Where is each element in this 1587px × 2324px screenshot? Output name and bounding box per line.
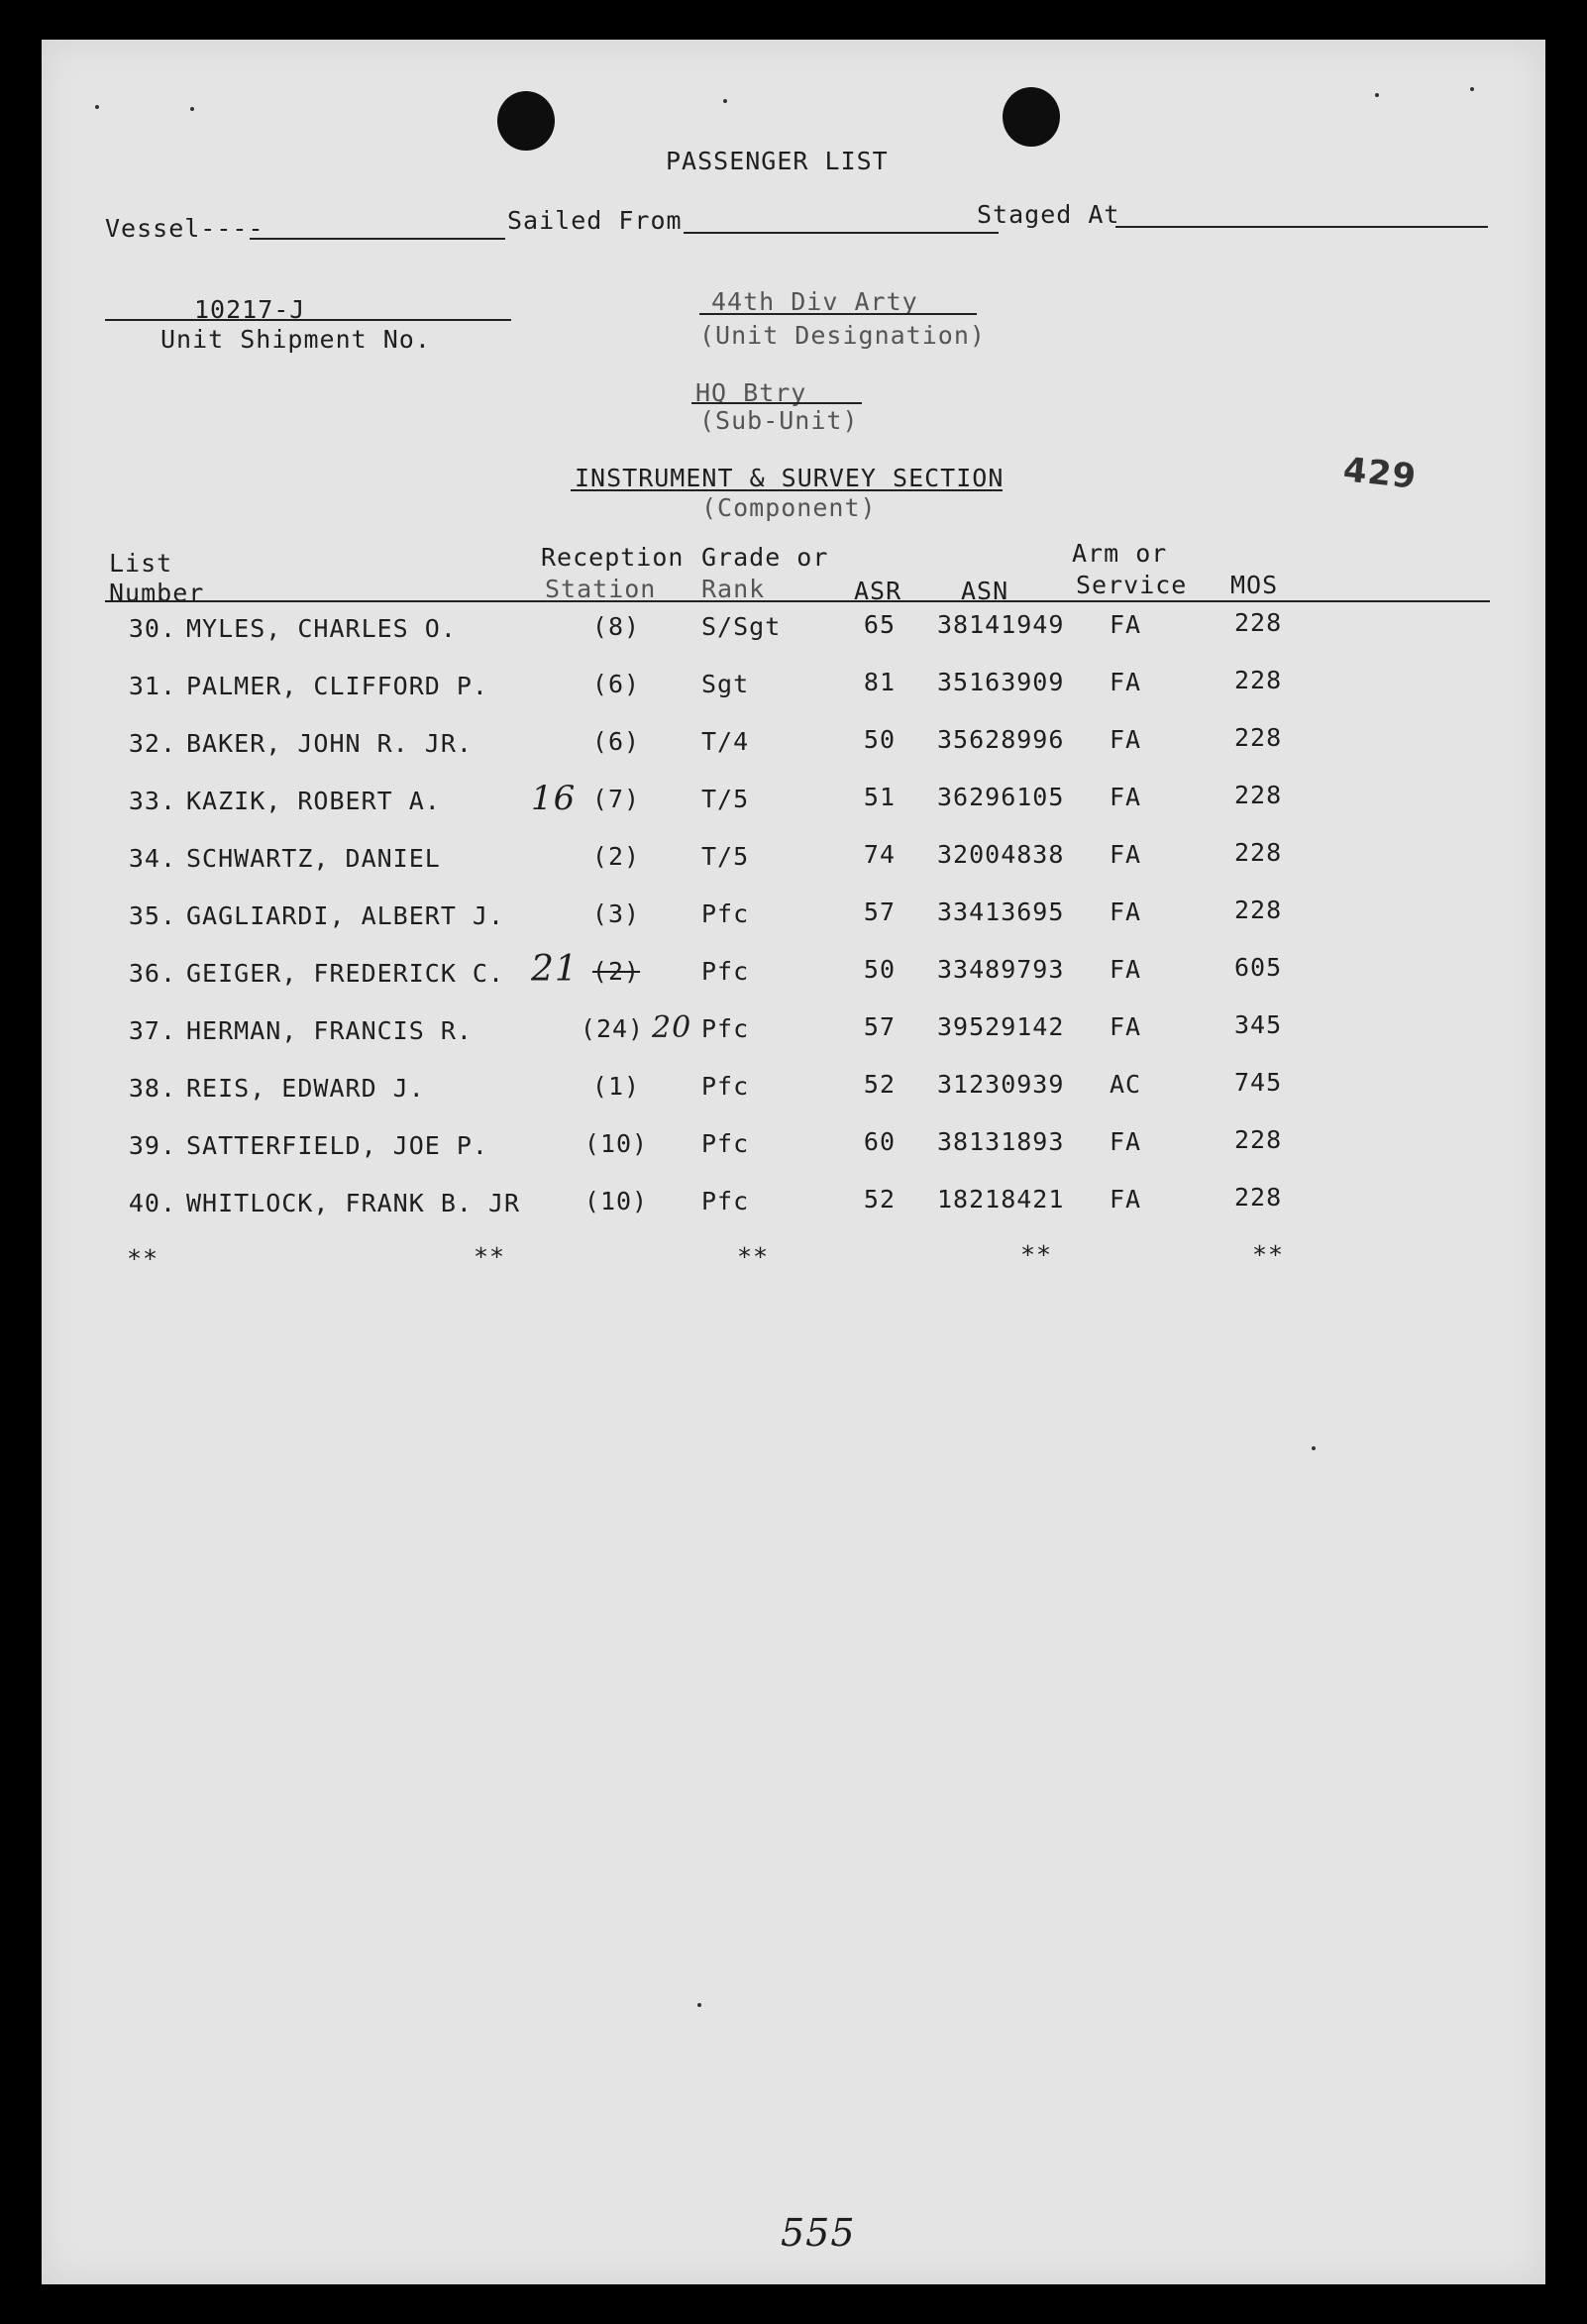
- row-name: SCHWARTZ, DANIEL: [186, 844, 441, 873]
- row-name: MYLES, CHARLES O.: [186, 614, 457, 643]
- row-grade: Pfc: [701, 1014, 750, 1043]
- row-asr: 81: [863, 668, 896, 696]
- component-name: INSTRUMENT & SURVEY SECTION: [575, 464, 1005, 492]
- row-arm: FA: [1110, 1127, 1142, 1156]
- sailed-from-label: Sailed From: [507, 206, 683, 235]
- end-mark: **: [1020, 1240, 1053, 1269]
- speck: [1470, 87, 1474, 91]
- row-asr: 65: [863, 610, 896, 639]
- row-name: REIS, EDWARD J.: [186, 1074, 425, 1103]
- component-underline: [571, 489, 1003, 491]
- row-grade: T/5: [701, 842, 750, 871]
- row-grade: T/5: [701, 785, 750, 813]
- end-mark: **: [1252, 1240, 1285, 1269]
- row-station: (10): [583, 1187, 649, 1215]
- row-asn: 33413695: [937, 898, 1065, 926]
- row-name: SATTERFIELD, JOE P.: [186, 1131, 488, 1160]
- row-number: 36.: [128, 959, 176, 988]
- staged-at-underline: [1115, 226, 1488, 228]
- row-name: KAZIK, ROBERT A.: [186, 787, 441, 815]
- row-mos: 345: [1234, 1010, 1283, 1039]
- row-handwritten-note: 20: [652, 1010, 692, 1045]
- row-arm: FA: [1110, 840, 1142, 869]
- row-station: (1): [591, 1072, 641, 1101]
- row-number: 40.: [128, 1189, 176, 1217]
- end-mark: **: [127, 1244, 159, 1273]
- row-arm: FA: [1110, 1012, 1142, 1041]
- end-mark: **: [737, 1242, 770, 1271]
- unit-designation-label: (Unit Designation): [699, 321, 986, 350]
- row-arm: FA: [1110, 1185, 1142, 1214]
- header-mos: MOS: [1230, 571, 1279, 599]
- row-name: BAKER, JOHN R. JR.: [186, 729, 473, 758]
- header-number: Number: [109, 579, 205, 607]
- row-station: (7): [591, 785, 641, 813]
- row-station: (2): [591, 957, 641, 986]
- row-mos: 228: [1234, 1183, 1283, 1212]
- header-rank: Rank: [701, 575, 766, 603]
- row-mos: 228: [1234, 838, 1283, 867]
- unit-shipment-underline: [105, 319, 511, 321]
- row-grade: Pfc: [701, 957, 750, 986]
- row-asn: 32004838: [937, 840, 1065, 869]
- row-asn: 35163909: [937, 668, 1065, 696]
- sub-unit: HQ Btry: [695, 378, 807, 407]
- row-asn: 18218421: [937, 1185, 1065, 1214]
- row-arm: FA: [1110, 725, 1142, 754]
- row-grade: Pfc: [701, 1187, 750, 1215]
- row-mos: 228: [1234, 666, 1283, 694]
- unit-designation: 44th Div Arty: [711, 287, 918, 316]
- row-arm: AC: [1110, 1070, 1142, 1099]
- row-grade: T/4: [701, 727, 750, 756]
- row-name: PALMER, CLIFFORD P.: [186, 672, 488, 700]
- row-asn: 35628996: [937, 725, 1065, 754]
- row-mos: 745: [1234, 1068, 1283, 1097]
- speck: [697, 2003, 701, 2007]
- row-mos: 228: [1234, 1125, 1283, 1154]
- row-arm: FA: [1110, 955, 1142, 984]
- row-arm: FA: [1110, 898, 1142, 926]
- row-mos: 228: [1234, 608, 1283, 637]
- row-number: 31.: [128, 672, 176, 700]
- speck: [1375, 93, 1379, 97]
- row-asn: 33489793: [937, 955, 1065, 984]
- row-name: WHITLOCK, FRANK B. JR: [186, 1189, 521, 1217]
- unit-designation-underline: [699, 313, 977, 315]
- component-label: (Component): [701, 493, 877, 522]
- row-station: (2): [591, 842, 641, 871]
- row-asr: 52: [863, 1185, 896, 1214]
- page-number: 555: [781, 2211, 856, 2255]
- row-asr: 74: [863, 840, 896, 869]
- punch-hole-right: [1003, 87, 1060, 147]
- row-asr: 50: [863, 725, 896, 754]
- row-grade: Pfc: [701, 1072, 750, 1101]
- row-name: GAGLIARDI, ALBERT J.: [186, 901, 505, 930]
- row-number: 33.: [128, 787, 176, 815]
- stamp-number: 429: [1341, 450, 1419, 497]
- header-service: Service: [1076, 571, 1188, 599]
- sub-unit-underline: [691, 402, 862, 404]
- sub-unit-label: (Sub-Unit): [699, 406, 859, 435]
- row-asr: 57: [863, 1012, 896, 1041]
- row-asn: 36296105: [937, 783, 1065, 811]
- header-grade: Grade or: [701, 543, 829, 572]
- row-asr: 52: [863, 1070, 896, 1099]
- unit-shipment-label: Unit Shipment No.: [160, 325, 431, 354]
- row-arm: FA: [1110, 668, 1142, 696]
- row-asn: 31230939: [937, 1070, 1065, 1099]
- row-number: 32.: [128, 729, 176, 758]
- row-grade: Pfc: [701, 1129, 750, 1158]
- row-station: (24): [580, 1014, 645, 1043]
- row-mos: 605: [1234, 953, 1283, 982]
- row-mos: 228: [1234, 723, 1283, 752]
- row-asr: 51: [863, 783, 896, 811]
- row-asn: 39529142: [937, 1012, 1065, 1041]
- row-number: 37.: [128, 1016, 176, 1045]
- document-page: [42, 40, 1545, 2284]
- end-mark: **: [474, 1242, 506, 1271]
- row-handwritten-note: 16: [531, 779, 577, 818]
- row-grade: S/Sgt: [701, 612, 782, 641]
- vessel-underline: [250, 238, 505, 240]
- row-number: 34.: [128, 844, 176, 873]
- header-asr: ASR: [854, 577, 902, 605]
- sailed-from-underline: [684, 232, 999, 234]
- staged-at-label: Staged At: [977, 200, 1120, 229]
- header-arm: Arm or: [1072, 539, 1168, 568]
- document-title: PASSENGER LIST: [666, 147, 889, 175]
- unit-shipment-number: 10217-J: [194, 295, 306, 324]
- row-name: HERMAN, FRANCIS R.: [186, 1016, 473, 1045]
- row-number: 39.: [128, 1131, 176, 1160]
- row-station: (6): [591, 670, 641, 698]
- row-station: (6): [591, 727, 641, 756]
- row-asr: 57: [863, 898, 896, 926]
- row-grade: Sgt: [701, 670, 750, 698]
- speck: [95, 105, 99, 109]
- punch-hole-left: [497, 91, 555, 151]
- row-arm: FA: [1110, 783, 1142, 811]
- row-number: 30.: [128, 614, 176, 643]
- row-number: 35.: [128, 901, 176, 930]
- row-station: (3): [591, 899, 641, 928]
- row-asr: 50: [863, 955, 896, 984]
- row-mos: 228: [1234, 781, 1283, 809]
- row-station: (10): [583, 1129, 649, 1158]
- header-list: List: [109, 549, 173, 578]
- header-asn: ASN: [961, 577, 1009, 605]
- row-asn: 38141949: [937, 610, 1065, 639]
- row-grade: Pfc: [701, 899, 750, 928]
- vessel-label: Vessel----: [105, 214, 264, 243]
- row-handwritten-note: 21: [531, 949, 579, 990]
- row-arm: FA: [1110, 610, 1142, 639]
- speck: [723, 99, 727, 103]
- header-reception: Reception: [541, 543, 685, 572]
- row-number: 38.: [128, 1074, 176, 1103]
- row-name: GEIGER, FREDERICK C.: [186, 959, 505, 988]
- row-asr: 60: [863, 1127, 896, 1156]
- row-mos: 228: [1234, 896, 1283, 924]
- header-station: Station: [545, 575, 657, 603]
- row-station: (8): [591, 612, 641, 641]
- row-asn: 38131893: [937, 1127, 1065, 1156]
- header-rule: [105, 600, 1490, 602]
- speck: [1312, 1446, 1316, 1450]
- speck: [190, 107, 194, 111]
